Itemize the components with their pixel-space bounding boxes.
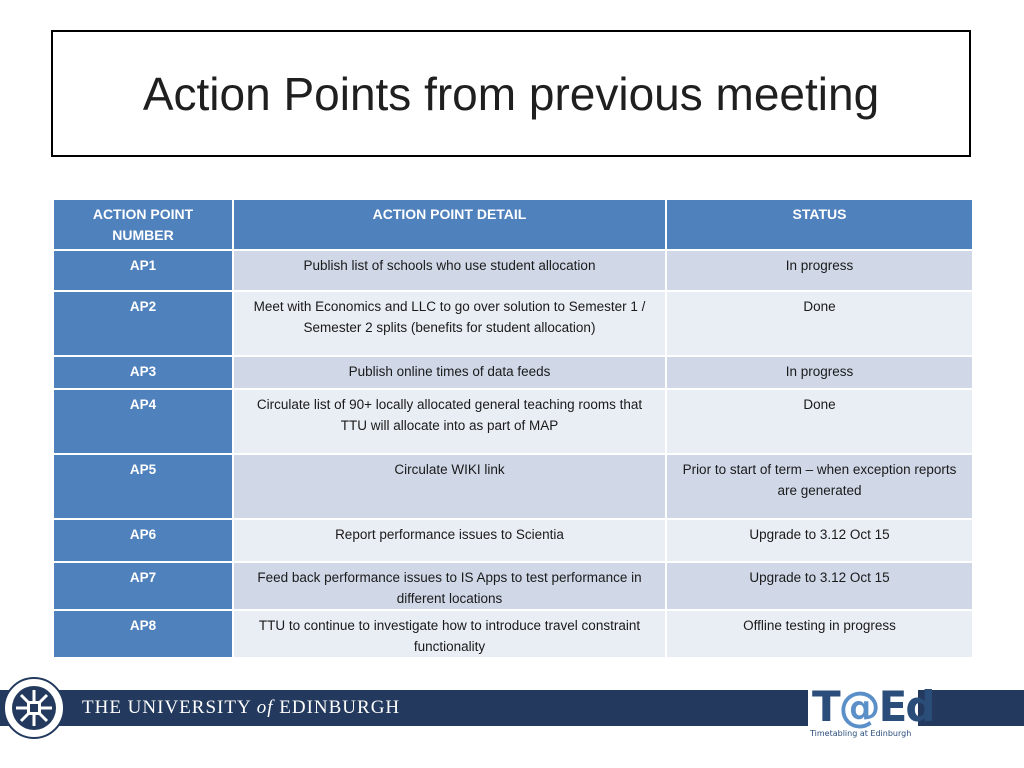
table-row (53, 562, 973, 610)
action-point-id: AP2 (53, 291, 233, 356)
action-point-status: Upgrade to 3.12 Oct 15 (666, 562, 973, 610)
action-point-detail: Meet with Economics and LLC to go over solution to Semester 1 / Semester 2 splits (benefits for student allocation) (233, 291, 666, 356)
action-point-id: AP3 (53, 356, 233, 389)
action-point-detail: Circulate WIKI link (233, 454, 666, 519)
action-point-status: Upgrade to 3.12 Oct 15 (666, 519, 973, 562)
action-point-detail: TTU to continue to investigate how to introduce travel constraint functionality (233, 610, 666, 658)
table-row (53, 610, 973, 658)
action-point-id: AP5 (53, 454, 233, 519)
ted-logo-subtitle: Timetabling at Edinburgh (810, 729, 912, 738)
ted-logo-mark (812, 682, 933, 731)
university-name-of: of (256, 697, 274, 718)
action-point-status: Prior to start of term – when exception reports are generated (666, 454, 973, 519)
university-name-pre: THE UNIVERSITY (82, 697, 257, 718)
university-wordmark (82, 697, 400, 719)
action-point-status: In progress (666, 356, 973, 389)
table-row (53, 356, 973, 389)
action-point-status: Done (666, 389, 973, 454)
table-row (53, 250, 973, 291)
action-point-id: AP4 (53, 389, 233, 454)
table-row (53, 291, 973, 356)
action-point-detail: Feed back performance issues to IS Apps to test performance in different locations (233, 562, 666, 610)
action-points-table (52, 198, 974, 659)
university-name-post: EDINBURGH (273, 697, 401, 718)
slide-title: Action Points from previous meeting (142, 67, 880, 120)
action-point-id: AP8 (53, 610, 233, 658)
table-row (53, 519, 973, 562)
table-row (53, 454, 973, 519)
action-point-id: AP1 (53, 250, 233, 291)
action-point-status: Done (666, 291, 973, 356)
table-row (53, 389, 973, 454)
header-status: STATUS (666, 199, 973, 250)
ted-logo-t: T (812, 682, 839, 731)
action-point-detail: Circulate list of 90+ locally allocated general teaching rooms that TTU will allocate into as part of MAP (233, 389, 666, 454)
table-header-row (53, 199, 973, 250)
slide-title-box (51, 30, 971, 157)
timetabling-logo (808, 682, 934, 742)
ted-logo-ed: Ed (878, 682, 934, 731)
action-point-id: AP6 (53, 519, 233, 562)
action-point-status: Offline testing in progress (666, 610, 973, 658)
action-point-detail: Report performance issues to Scientia (233, 519, 666, 562)
header-action-point-detail: ACTION POINT DETAIL (233, 199, 666, 250)
action-point-status: In progress (666, 250, 973, 291)
action-point-detail: Publish online times of data feeds (233, 356, 666, 389)
action-point-detail: Publish list of schools who use student allocation (233, 250, 666, 291)
university-crest-icon (2, 676, 66, 740)
action-point-id: AP7 (53, 562, 233, 610)
ted-logo-at: @ (838, 682, 879, 731)
header-action-point-number: ACTION POINT NUMBER (53, 199, 233, 250)
